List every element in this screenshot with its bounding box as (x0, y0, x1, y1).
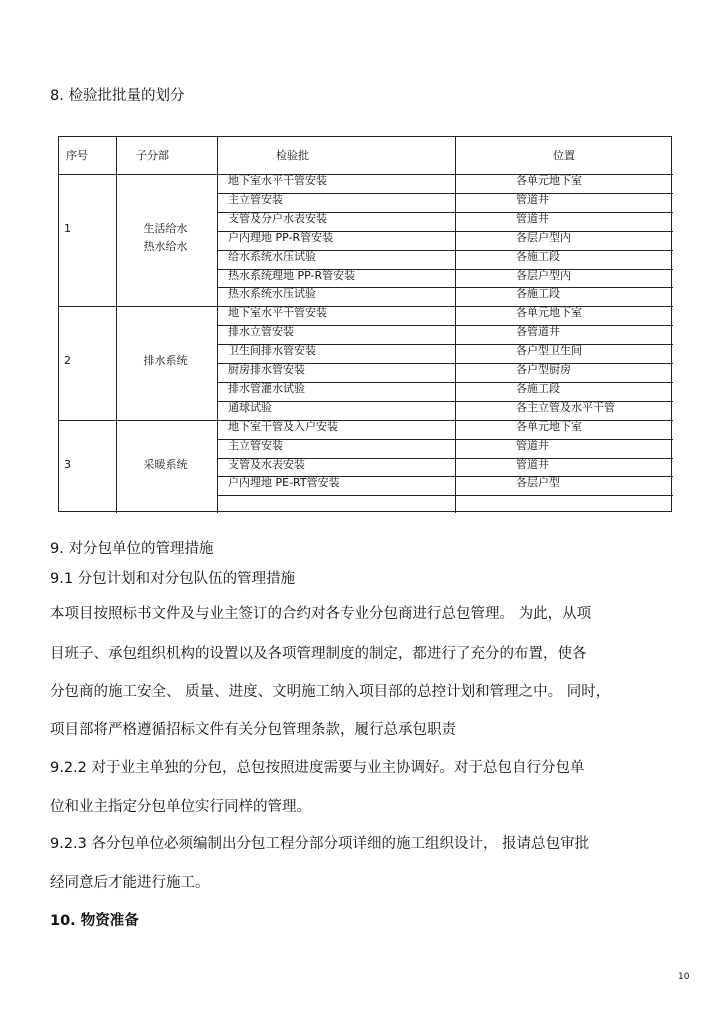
paragraph-line: 经同意后才能进行施工。 (50, 875, 210, 891)
lot-name: 地下室干管及入户安装 (228, 419, 338, 433)
lot-location: 各单元地下室 (516, 419, 582, 433)
lot-name: 地下室水平干管安装 (228, 174, 327, 187)
inspection-lot-table (58, 136, 672, 512)
lot-name: 支管及分户水表安装 (228, 211, 327, 225)
sub-division: 排水系统 (143, 354, 188, 367)
lot-location: 各户型卫生间 (516, 344, 582, 358)
lot-name: 卫生间排水管安装 (228, 344, 316, 358)
lot-name: 热水系统理地 PP-R管安装 (228, 268, 356, 282)
section-9-title: 9. 对分包单位的管理措施 (50, 541, 214, 557)
lot-location: 各主立管及水平干管 (516, 400, 615, 414)
lot-name: 主立管安装 (228, 192, 283, 206)
lot-name: 通球试验 (228, 400, 272, 414)
row-divider (217, 495, 673, 496)
group-number: 1 (64, 222, 71, 236)
paragraph-line: 项目部将严格遵循招标文件有关分包管理条款，履行总承包职责 (50, 722, 456, 738)
column-divider (116, 137, 117, 513)
lot-name: 排水管灌水试验 (228, 381, 305, 395)
lot-location: 各单元地下室 (516, 174, 582, 187)
column-header: 序号 (66, 149, 88, 162)
lot-location: 各施工段 (516, 287, 560, 301)
sub-division: 热水给水 (143, 240, 188, 254)
group-number: 3 (64, 457, 71, 471)
sub-division: 生活给水 (143, 222, 188, 236)
lot-location: 管道井 (516, 211, 549, 225)
page-number: 10 (678, 972, 690, 982)
paragraph-line: 目班子、承包组织机构的设置以及各项管理制度的制定，都进行了充分的布置，使各 (50, 646, 587, 662)
column-header: 检验批 (276, 149, 309, 162)
row-divider (217, 193, 673, 194)
lot-location: 各层户型内 (516, 268, 571, 282)
paragraph-line: 9.2.2 对于业主单独的分包，总包按照进度需要与业主协调好。对于总包自行分包单 (50, 760, 585, 776)
lot-name: 热水系统水压试验 (228, 287, 316, 301)
lot-name: 厨房排水管安装 (228, 363, 305, 376)
table-grid (58, 136, 672, 512)
lot-location: 各施工段 (516, 249, 560, 263)
lot-name: 支管及水表安装 (228, 457, 305, 471)
section-10-title: 10. 物资准备 (50, 913, 139, 929)
lot-location: 各层户型内 (516, 230, 571, 244)
lot-name: 给水系统水压试验 (228, 249, 316, 263)
lot-name: 主立管安装 (228, 438, 283, 452)
lot-location: 管道井 (516, 457, 549, 471)
column-header: 位置 (553, 149, 575, 162)
lot-location: 各单元地下室 (516, 306, 582, 320)
lot-location: 各管道井 (516, 325, 560, 339)
column-header: 子分部 (136, 149, 169, 162)
row-divider (217, 439, 673, 440)
section-8-title: 8. 检验批批量的划分 (50, 88, 185, 104)
lot-location: 各施工段 (516, 381, 560, 395)
lot-name: 排水立管安装 (228, 325, 294, 339)
lot-name: 户内埋地 PE-RT管安装 (228, 476, 340, 490)
group-number: 2 (64, 354, 71, 367)
lot-location: 各层户型 (516, 476, 560, 490)
lot-location: 各户型厨房 (516, 363, 571, 376)
sub-division: 采暖系统 (143, 457, 188, 471)
paragraph-line: 位和业主指定分包单位实行同样的管理。 (50, 799, 311, 815)
paragraph-line: 9.2.3 各分包单位必须编制出分包工程分部分项详细的施工组织设计， 报请总包审批 (50, 836, 590, 852)
lot-location: 管道井 (516, 192, 549, 206)
section-9-1-title: 9.1 分包计划和对分包队伍的管理措施 (50, 571, 296, 587)
paragraph-line: 本项目按照标书文件及与业主签订的合约对各专业分包商进行总包管理。 为此，从项 (50, 606, 592, 622)
lot-name: 地下室水平干管安装 (228, 306, 327, 320)
paragraph-line: 分包商的施工安全、 质量、进度、文明施工纳入项目部的总控计划和管理之中。 同时， (50, 684, 611, 700)
lot-location: 管道井 (516, 438, 549, 452)
lot-name: 户内理地 PP-R管安装 (228, 230, 334, 244)
